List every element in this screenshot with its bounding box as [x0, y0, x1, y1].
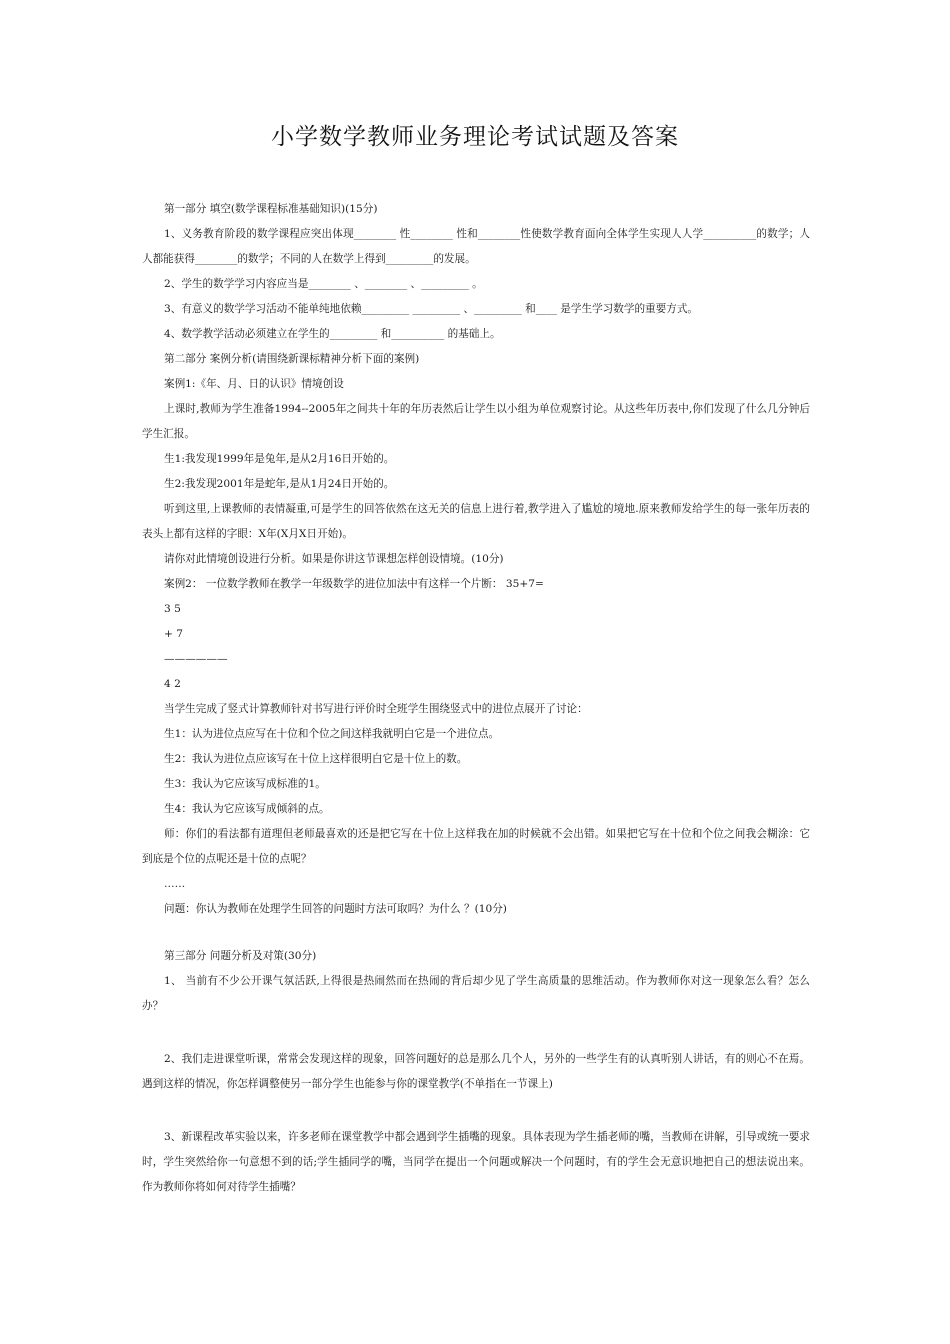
- case1-student-1: 生1:我发现1999年是兔年,是从2月16日开始的。: [164, 453, 395, 465]
- part1-item-1: 1、义务教育阶段的数学课程应突出体现________ 性________ 性和________性使数学教育面向全体学生实现人人学__________的数学；人人都能获得________的数学；不同的人在数学上得到_________的发展。: [142, 228, 810, 265]
- case1-student-2: 生2:我发现2001年是蛇年,是从1月24日开始的。: [164, 478, 395, 490]
- part2-heading: 第二部分 案例分析(请围绕新课标精神分析下面的案例): [164, 353, 420, 365]
- document-title: 小学数学教师业务理论考试试题及答案: [271, 124, 679, 150]
- calc-line-2: + 7: [164, 628, 183, 640]
- case2-student-3: 生3：我认为它应该写成标准的1。: [164, 778, 326, 790]
- part3-question-2: 2、我们走进课堂听课，常常会发现这样的现象，回答问题好的总是那么几个人，另外的一些学生有的认真听别人讲话，有的则心不在焉。遇到这样的情况，你怎样调整使另一部分学生也能参与你的课堂教学(不单指在一节课上): [142, 1053, 810, 1090]
- case1-intro: 上课时,教师为学生准备1994--2005年之间共十年的年历表然后让学生以小组为单位观察讨论。从这些年历表中,你们发现了什么几分钟后学生汇报。: [142, 403, 810, 440]
- document-body: [142, 197, 810, 1200]
- case2-student-2: 生2：我认为进位点应该写在十位上这样很明白它是十位上的数。: [164, 753, 468, 765]
- case1-question: 请你对此情境创设进行分析。如果是你讲这节课想怎样创设情境。(10分): [164, 553, 504, 565]
- calc-line-1: 3 5: [164, 603, 181, 615]
- case2-student-4: 生4：我认为它应该写成倾斜的点。: [164, 803, 330, 815]
- part1-item-3: 3、有意义的数学学习活动不能单纯地依赖_________ _________ 、_________ 和____ 是学生学习数学的重要方式。: [164, 303, 699, 315]
- calc-result: 4 2: [164, 678, 181, 690]
- case2-teacher: 师：你们的看法都有道理但老师最喜欢的还是把它写在十位上这样我在加的时候就不会出错。如果把它写在十位和个位之间我会糊涂：它到底是个位的点呢还是十位的点呢？: [142, 828, 810, 865]
- part1-item-2: 2、学生的数学学习内容应当是________ 、________ 、_________ 。: [164, 278, 483, 290]
- case2-title: 案例2： 一位数学教师在教学一年级数学的进位加法中有这样一个片断： 35+7=: [164, 578, 544, 590]
- case1-title: 案例1:《年、月、日的认识》情境创设: [164, 378, 344, 390]
- case1-paragraph: 听到这里,上课教师的表情凝重,可是学生的回答依然在这无关的信息上进行着,教学进入了尴尬的境地.原来教师发给学生的每一张年历表的表头上都有这样的字眼：X年(X月X日开始)。: [142, 503, 810, 540]
- part3-heading: 第三部分 问题分析及对策(30分): [164, 950, 317, 962]
- case2-student-1: 生1：认为进位点应写在十位和个位之间这样我就明白它是一个进位点。: [164, 728, 500, 740]
- part3-question-3: 3、新课程改革实验以来，许多老师在课堂教学中都会遇到学生插嘴的现象。具体表现为学生插老师的嘴，当教师在讲解，引导或统一要求时，学生突然给你一句意想不到的话;学生插同学的嘴，当同学在提出一个问题或解决一个问题时，有的学生会无意识地把自己的想法说出来。作为教师你将如何对待学生插嘴？: [142, 1131, 810, 1193]
- case2-question: 问题：你认为教师在处理学生回答的问题时方法可取吗？为什么 ？(10分): [164, 903, 507, 915]
- calc-divider: ——————: [164, 653, 228, 665]
- case2-intro: 当学生完成了竖式计算教师针对书写进行评价时全班学生围绕竖式中的进位点展开了讨论：: [164, 703, 588, 715]
- part3-question-1: 1、 当前有不少公开课气氛活跃,上得很是热闹然而在热闹的背后却少见了学生高质量的思维活动。作为教师你对这一现象怎么看？怎么办？: [142, 975, 810, 1012]
- part1-item-4: 4、数学教学活动必须建立在学生的_________ 和__________ 的基础上。: [164, 328, 501, 340]
- case2-ellipsis: ……: [164, 878, 186, 890]
- part1-heading: 第一部分 填空(数学课程标准基础知识)(15分): [164, 203, 378, 215]
